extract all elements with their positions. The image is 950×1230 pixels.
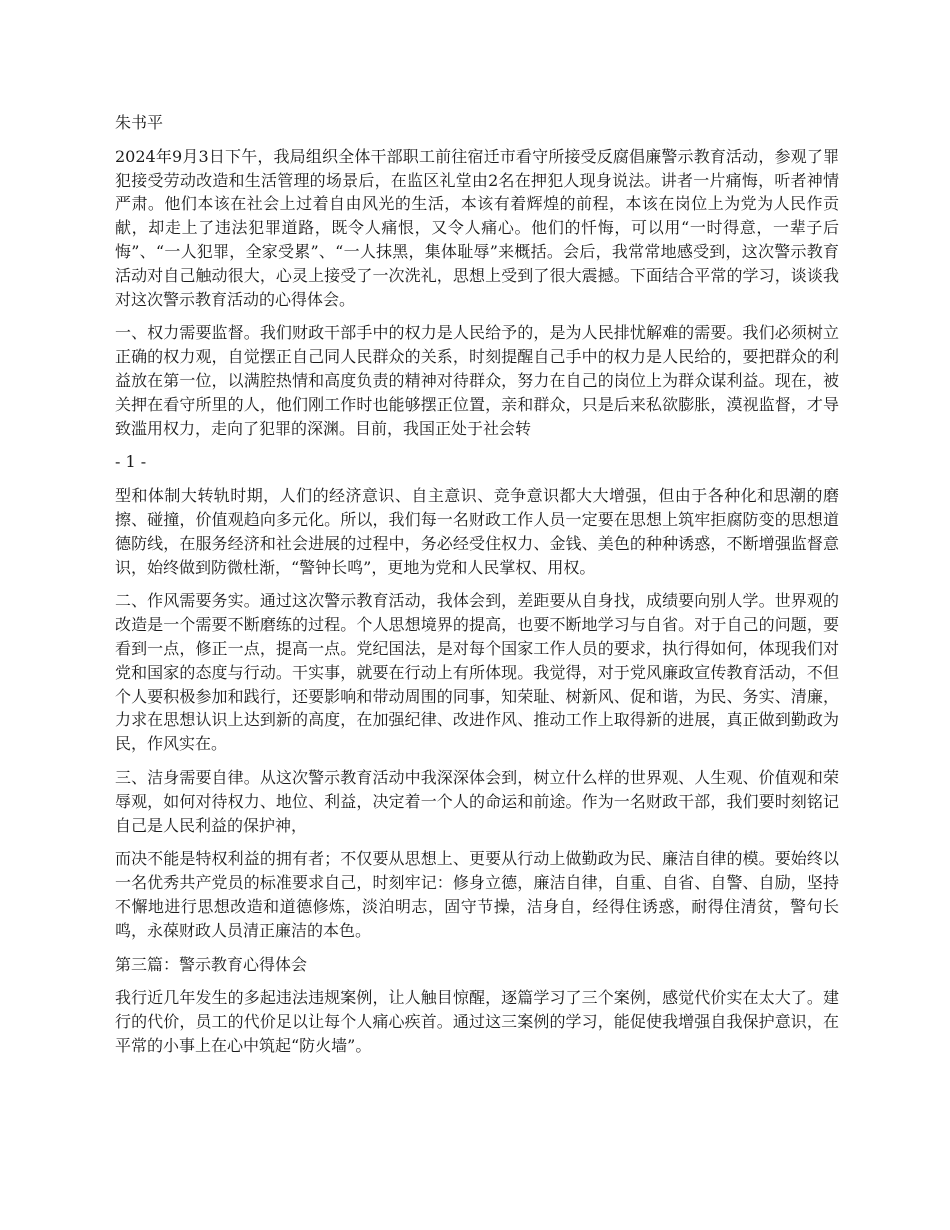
page-number: - 1 -: [115, 452, 147, 472]
author-line: 朱书平: [115, 113, 164, 132]
section-three-continued-paragraph: 而决不能是特权利益的拥有者；不仅要从思想上、更要从行动上做勤政为民、廉洁自律的模。要始终以一名优秀共产党员的标准要求自己，时刻牢记：修身立德，廉洁自律，自重、自省、自警、自励，坚持不懈地进行思想改造和道德修炼，淡泊明志，固守节操，洁身自，经得住诱惑，耐得住清贫，警句长鸣，永葆财政人员清正廉洁的本色。: [115, 849, 839, 940]
section-one-continued-paragraph: 型和体制大转轨时期，人们的经济意识、自主意识、竞争意识都大大增强，但由于各种化和思潮的磨擦、碰撞，价值观趋向多元化。所以，我们每一名财政工作人员一定要在思想上筑牢拒腐防变的思想道德防线，在服务经济和社会进展的过程中，务必经受住权力、金钱、美色的种种诱惑，不断增强监督意识，始终做到防微杜渐，“警钟长鸣”，更地为党和人民掌权、用权。: [115, 486, 839, 577]
document-page: [115, 111, 839, 1068]
section-one-paragraph: 一、权力需要监督。我们财政干部手中的权力是人民给予的，是为人民排忧解难的需要。我们必须树立正确的权力观，自觉摆正自己同人民群众的关系，时刻提醒自己手中的权力是人民给的，要把群众的利益放在第一位，以满腔热情和高度负责的精神对待群众，努力在自己的岗位上为群众谋利益。现在，被关押在看守所里的人，他们刚工作时也能够摆正位置，亲和群众，只是后来私欲膨胀，漠视监督，才导致滥用权力，走向了犯罪的深渊。目前，我国正处于社会转: [115, 323, 839, 438]
section-three-paragraph: 三、洁身需要自律。从这次警示教育活动中我深深体会到，树立什么样的世界观、人生观、价值观和荣辱观，如何对待权力、地位、利益，决定着一个人的命运和前途。作为一名财政干部，我们要时刻铭记自己是人民利益的保护神，: [115, 767, 839, 835]
part-three-heading: 第三篇：警示教育心得体会: [115, 954, 308, 974]
part-three-paragraph: 我行近几年发生的多起违法违规案例，让人触目惊醒，逐篇学习了三个案例，感觉代价实在太大了。建行的代价，员工的代价足以让每个人痛心疾首。通过这三案例的学习，能促使我增强自我保护意识，在平常的小事上在心中筑起“防火墙”。: [115, 988, 839, 1055]
intro-paragraph: 2024年9月3日下午，我局组织全体干部职工前往宿迁市看守所接受反腐倡廉警示教育活动，参观了罪犯接受劳动改造和生活管理的场景后，在监区礼堂由2名在押犯人现身说法。讲者一片痛悔，听者神情严肃。他们本该在社会上过着自由风光的生活，本该有着辉煌的前程，本该在岗位上为党为人民作贡献，却走上了违法犯罪道路，既令人痛恨，又令人痛心。他们的忏悔，可以用“一时得意，一辈子后悔”、“一人犯罪，全家受累”、“一人抹黑，集体耻辱”来概括。会后，我常常地感受到，这次警示教育活动对自己触动很大，心灵上接受了一次洗礼，思想上受到了很大震撼。下面结合平常的学习，谈谈我对这次警示教育活动的心得体会。: [115, 146, 839, 309]
section-two-paragraph: 二、作风需要务实。通过这次警示教育活动，我体会到，差距要从自身找，成绩要向别人学。世界观的改造是一个需要不断磨练的过程。个人思想境界的提高，也要不断地学习与自省。对于自己的问题，要看到一点，修正一点，提高一点。党纪国法，是对每个国家工作人员的要求，执行得如何，体现我们对党和国家的态度与行动。干实事，就要在行动上有所体现。我觉得，对于党风廉政宣传教育活动，不但个人要积极参加和践行，还要影响和带动周围的同事，知荣耻、树新风、促和谐，为民、务实、清廉，力求在思想认识上达到新的高度，在加强纪律、改进作风、推动工作上取得新的进展，真正做到勤政为民，作风实在。: [115, 591, 839, 754]
